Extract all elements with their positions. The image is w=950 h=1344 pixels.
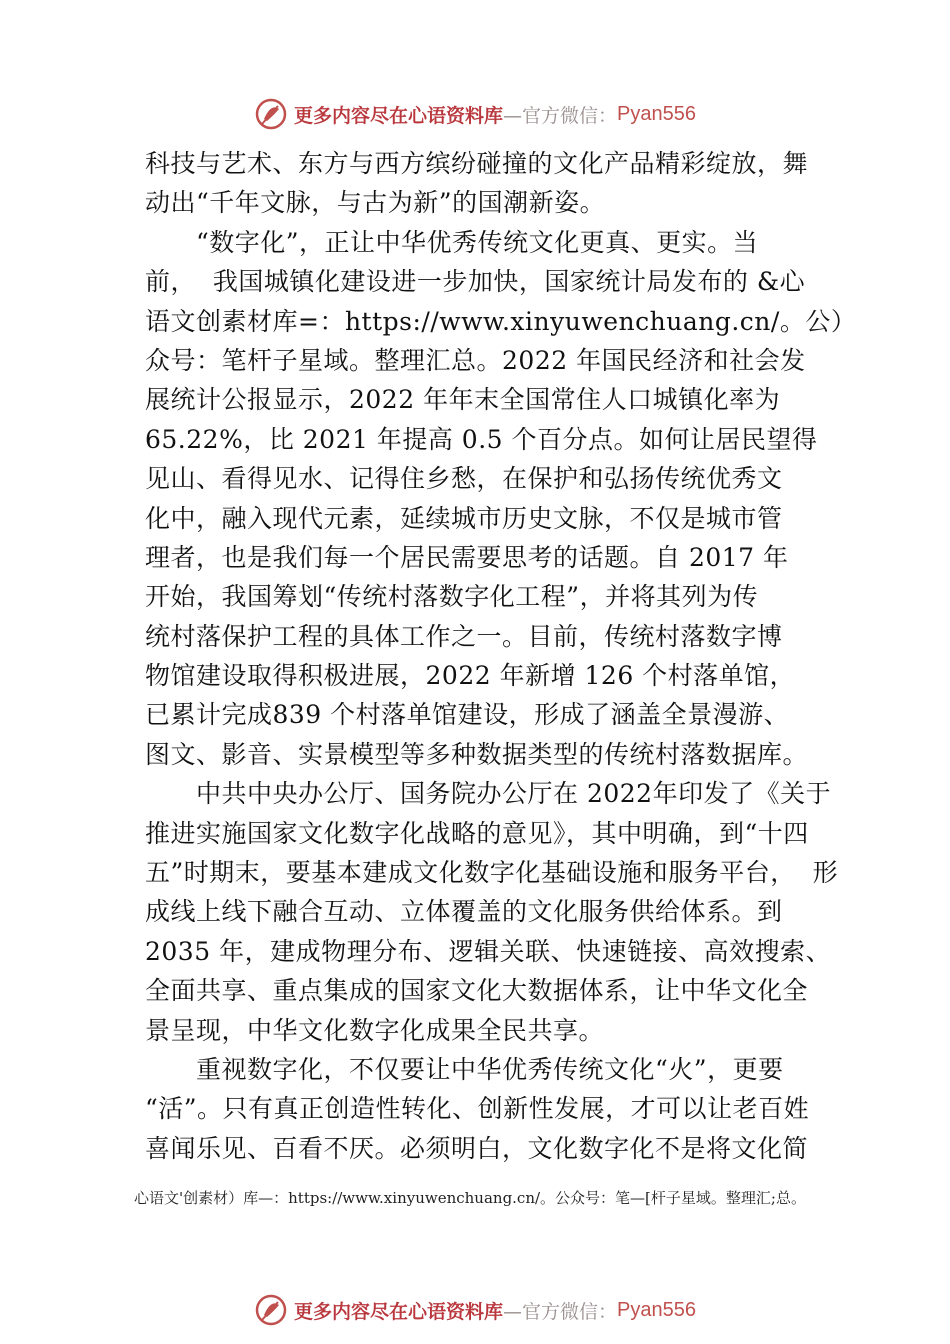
paragraph <box>145 774 839 1050</box>
paragraph <box>145 1050 817 1168</box>
header-banner <box>0 96 950 132</box>
text-line: 动出“千年文脉，与古为新”的国潮新姿。 <box>145 188 606 218</box>
text-line: 2035 年，建成物理分布、逻辑关联、快速链接、高效搜索、 <box>145 936 832 966</box>
text-line: 理者，也是我们每一个居民需要思考的话题。自 2017 年 <box>145 542 789 572</box>
text-line: 图文、影音、实景模型等多种数据类型的传统村落数据库。 <box>145 739 809 769</box>
text-line: 语文创素材库=：https://www.xinyuwenchuang.cn/。公） <box>145 306 857 336</box>
banner-wechat-id: Pyan556 <box>617 1298 696 1321</box>
paragraph <box>145 223 857 774</box>
text-line: 见山、看得见水、记得住乡愁，在保护和弘扬传统优秀文 <box>145 464 783 494</box>
text-line: 开始，我国筹划“传统村落数字化工程”，并将其列为传 <box>145 582 759 612</box>
banner-title: 更多内容尽在心语资料库 <box>294 1300 504 1323</box>
text-line: 展统计公报显示，2022 年年末全国常住人口城镇化率为 <box>145 385 781 415</box>
text-line: 已累计完成839 个村落单馆建设，形成了涵盖全景漫游、 <box>145 700 790 730</box>
logo-icon <box>254 97 288 131</box>
banner-wechat-label: —官方微信： <box>503 1300 618 1323</box>
footnote: 心语文'创素材）库—：https://www.xinyuwenchuang.cn/。公众号：笔—[杆子星域。整理汇;总。 <box>134 1189 806 1207</box>
text-line: 中共中央办公厅、国务院办公厅在 2022年印发了《关于 <box>196 779 832 809</box>
logo-icon <box>254 1293 288 1327</box>
text-line: 统村落保护工程的具体工作之一。目前，传统村落数字博 <box>145 621 783 651</box>
text-line: 五”时期末，要基本建成文化数字化基础设施和服务平台， 形 <box>145 858 839 888</box>
text-line: 化中，融入现代元素，延续城市历史文脉，不仅是城市管 <box>145 503 783 533</box>
paragraph <box>145 144 817 223</box>
text-line: “数字化”，正让中华优秀传统文化更真、更实。当 <box>196 227 759 257</box>
text-line: 景呈现，中华文化数字化成果全民共享。 <box>145 1015 605 1045</box>
text-line: 全面共享、重点集成的国家文化大数据体系，让中华文化全 <box>145 976 809 1006</box>
text-line: 前， 我国城镇化建设进一步加快，国家统计局发布的 &心 <box>145 267 806 297</box>
text-line: 重视数字化，不仅要让中华优秀传统文化“火”，更要 <box>196 1054 784 1084</box>
footer-banner <box>0 1292 950 1328</box>
text-line: 科技与艺术、东方与西方缤纷碰撞的文化产品精彩绽放，舞 <box>145 149 809 178</box>
text-line: 推进实施国家文化数字化战略的意见》，其中明确，到“十四 <box>145 818 809 848</box>
banner-wechat-id: Pyan556 <box>617 102 696 125</box>
text-line: 众号：笔杆子星域。整理汇总。2022 年国民经济和社会发 <box>145 345 806 375</box>
text-line: 喜闻乐见、百看不厌。必须明白，文化数字化不是将文化简 <box>145 1133 809 1163</box>
banner-title: 更多内容尽在心语资料库 <box>294 104 504 127</box>
text-line: 65.22%，比 2021 年提高 0.5 个百分点。如何让居民望得 <box>145 424 818 454</box>
text-line: 成线上线下融合互动、立体覆盖的文化服务供给体系。到 <box>145 897 783 927</box>
text-line: 物馆建设取得积极进展，2022 年新增 126 个村落单馆， <box>145 661 796 691</box>
document-body <box>145 144 857 1168</box>
text-line: “活”。只有真正创造性转化、创新性发展，才可以让老百姓 <box>145 1094 810 1124</box>
banner-wechat-label: —官方微信： <box>503 104 618 127</box>
